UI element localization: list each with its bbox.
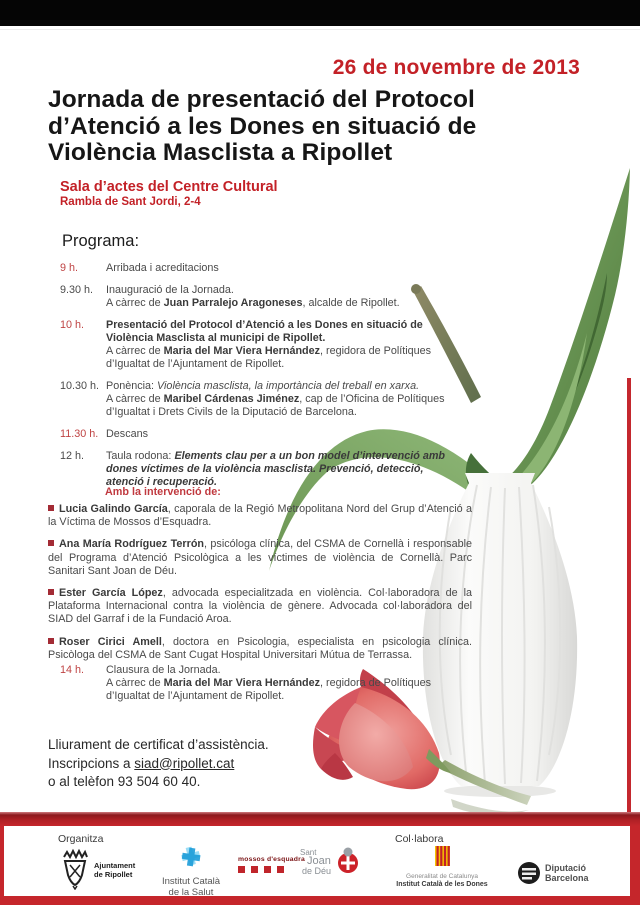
sjd-label-sant: Sant bbox=[300, 848, 317, 857]
speaker-description: , doctora en Psicologia, especialista en psicologia clínica. Psicòloga del CSMA de Sant Cugat Hospital Universitari Mútua de Terrassa. bbox=[48, 635, 472, 661]
schedule-time: 10.30 h. bbox=[60, 380, 100, 392]
speaker-item bbox=[48, 538, 472, 578]
schedule-text: Ponència: bbox=[106, 380, 158, 392]
schedule-line bbox=[106, 262, 482, 275]
schedule-line bbox=[106, 358, 482, 371]
bullet-icon bbox=[48, 638, 54, 644]
schedule-lines bbox=[106, 262, 482, 275]
schedule-row bbox=[60, 319, 482, 371]
schedule-text: Violència masclista, la importància del treball en xarxa. bbox=[157, 380, 420, 392]
schedule-text: Taula rodona: bbox=[106, 450, 175, 462]
speaker-item bbox=[48, 503, 472, 529]
ics-label-line2: de la Salut bbox=[168, 886, 214, 898]
program-schedule bbox=[60, 262, 482, 498]
speaker-item bbox=[48, 636, 472, 662]
speaker-name: Ester García López bbox=[59, 587, 163, 600]
schedule-line bbox=[106, 319, 482, 332]
schedule-text: Arribada i acreditacions bbox=[106, 262, 219, 274]
ajuntament-ripollet-logo bbox=[60, 848, 90, 895]
schedule-line bbox=[106, 677, 482, 690]
sjd-label-dedeu: de Déu bbox=[302, 866, 332, 876]
schedule-line bbox=[106, 380, 482, 393]
title-line-2: d’Atenció a les Dones en situació de bbox=[48, 112, 477, 140]
sjd-label-joan: Joan bbox=[307, 855, 331, 867]
schedule-text: A càrrec de bbox=[106, 297, 164, 309]
senyera-stripes-icon bbox=[435, 846, 450, 866]
right-edge-red-line bbox=[627, 378, 631, 815]
schedule-text: , regidora de Polítiques bbox=[320, 345, 432, 357]
schedule-text: d’Igualtat i Drets Civils de la Diputació de Barcelona. bbox=[106, 406, 357, 418]
venue-name: Sala d’actes del Centre Cultural bbox=[60, 179, 278, 195]
speaker-item bbox=[48, 587, 472, 627]
schedule-text: Presentació del Protocol d’Atenció a les Dones en situació de bbox=[106, 319, 423, 331]
organitza-label: Organitza bbox=[58, 833, 104, 845]
schedule-text: Elements clau per a un bon model d’intervenció amb bbox=[174, 450, 446, 462]
sjd-pomegranate-icon bbox=[334, 846, 362, 876]
speaker-description: , caporala de la Regió Metropolitana Nord del Grup d’Atenció a la Víctima de Mossos d’Esquadra. bbox=[48, 503, 472, 529]
ajuntament-label-line2: de Ripollet bbox=[94, 869, 133, 879]
schedule-line bbox=[106, 393, 482, 406]
schedule-time: 11.30 h. bbox=[60, 428, 99, 440]
schedule-text: , alcalde de Ripollet. bbox=[302, 297, 400, 309]
closing-item bbox=[60, 664, 482, 712]
speaker-description: , psicóloga clínica, del CSMA de Cornellà i responsable del Programa d’Atenció Psicològica a les víctimes de violència de Cornellà. Parc Sanitari Sant Joan de Déu. bbox=[48, 538, 472, 577]
bullet-icon bbox=[48, 589, 54, 595]
mossos-label: mossos d'esquadra bbox=[238, 856, 305, 863]
schedule-line bbox=[106, 297, 482, 310]
schedule-text: Clausura de la Jornada. bbox=[106, 664, 221, 676]
inscription-prefix: Inscripcions a bbox=[48, 755, 135, 771]
schedule-line bbox=[106, 664, 482, 677]
schedule-text: Maria del Mar Viera Hernández bbox=[163, 677, 321, 689]
schedule-line bbox=[106, 463, 482, 476]
bullet-icon bbox=[48, 505, 54, 511]
schedule-lines bbox=[106, 664, 482, 703]
email-link[interactable]: siad@ripollet.cat bbox=[134, 755, 235, 771]
schedule-text: Maria del Mar Viera Hernández bbox=[163, 345, 321, 357]
institut-catala-salut-logo bbox=[148, 846, 234, 898]
schedule-time: 12 h. bbox=[60, 450, 85, 462]
schedule-text: Maribel Cárdenas Jiménez bbox=[163, 393, 300, 405]
schedule-text: dones víctimes de la violència masclista. Prevenció, detecció, bbox=[106, 463, 424, 475]
footer-logo-strip bbox=[4, 826, 630, 896]
schedule-text: , regidora de Polítiques bbox=[320, 677, 432, 689]
schedule-line bbox=[106, 450, 482, 463]
venue-address: Rambla de Sant Jordi, 2-4 bbox=[60, 196, 201, 208]
ajuntament-label-line1: Ajuntament bbox=[94, 861, 136, 870]
schedule-text: Violència Masclista al municipi de Ripollet. bbox=[106, 332, 326, 344]
ajuntament-ripollet-label bbox=[94, 862, 135, 879]
schedule-lines bbox=[106, 450, 482, 489]
phone-line: o al telèfon 93 504 60 40. bbox=[48, 774, 201, 789]
diba-circle-icon bbox=[518, 862, 540, 884]
speakers-list bbox=[48, 503, 472, 671]
intervention-heading: Amb la intervenció de: bbox=[105, 486, 221, 498]
schedule-row bbox=[60, 284, 482, 310]
speaker-name: Roser Cirici Amell bbox=[59, 635, 162, 648]
mossos-squares-icon bbox=[238, 866, 305, 873]
schedule-row bbox=[60, 428, 482, 441]
schedule-lines bbox=[106, 428, 482, 441]
certificate-line: Lliurament de certificat d’assistència. bbox=[48, 737, 269, 752]
schedule-text: Descans bbox=[106, 428, 149, 440]
gencat-label-line1: Generalitat de Catalunya bbox=[406, 873, 478, 880]
schedule-lines bbox=[106, 380, 482, 419]
title-line-3: Violència Masclista a Ripollet bbox=[48, 139, 393, 166]
schedule-line bbox=[106, 345, 482, 358]
top-black-bar bbox=[0, 0, 640, 26]
poster-title bbox=[48, 87, 476, 167]
inscription-line bbox=[48, 755, 269, 774]
schedule-line bbox=[106, 690, 482, 703]
schedule-time: 9 h. bbox=[60, 262, 79, 274]
schedule-row bbox=[60, 664, 482, 703]
bullet-icon bbox=[48, 540, 54, 546]
diba-label-line2: Barcelona bbox=[545, 873, 589, 883]
schedule-lines bbox=[106, 284, 482, 310]
schedule-row bbox=[60, 450, 482, 489]
ics-label-line1: Institut Català bbox=[161, 876, 221, 887]
schedule-time: 9.30 h. bbox=[60, 284, 94, 296]
schedule-text: Juan Parralejo Aragoneses bbox=[163, 297, 303, 309]
program-heading: Programa: bbox=[62, 232, 140, 250]
schedule-line bbox=[106, 332, 482, 345]
generalitat-icd-logo bbox=[386, 846, 498, 888]
schedule-text: A càrrec de bbox=[106, 393, 164, 405]
diputacio-barcelona-logo bbox=[518, 862, 589, 884]
top-divider-line bbox=[0, 29, 640, 30]
speaker-name: Lucia Galindo García bbox=[59, 503, 168, 515]
schedule-line bbox=[106, 406, 482, 419]
schedule-line bbox=[106, 428, 482, 441]
schedule-time: 10 h. bbox=[60, 319, 85, 331]
schedule-row bbox=[60, 380, 482, 419]
ajuntament-crest-icon bbox=[60, 848, 90, 890]
schedule-time: 14 h. bbox=[60, 664, 85, 676]
schedule-text: A càrrec de bbox=[106, 677, 164, 689]
gencat-label-line2: Institut Català de les Dones bbox=[396, 881, 488, 888]
speaker-description: , advocada especialitzada en violència. Col·laboradora de la Plataforma Internacional contra la violència de gènere. Advocada col·laboradora del SIAD del Garraf i de la Fundació Aroa. bbox=[48, 587, 472, 626]
schedule-text: Inauguració de la Jornada. bbox=[106, 284, 234, 296]
schedule-text: d’Igualtat de l’Ajuntament de Ripollet. bbox=[106, 358, 285, 370]
schedule-row bbox=[60, 262, 482, 275]
schedule-text: atenció i recuperació. bbox=[106, 476, 218, 488]
schedule-text: , cap de l’Oficina de Polítiques bbox=[299, 393, 445, 405]
collabora-label: Col·labora bbox=[395, 833, 444, 845]
event-date: 26 de novembre de 2013 bbox=[332, 56, 580, 79]
schedule-text: d’Igualtat de l’Ajuntament de Ripollet. bbox=[106, 690, 285, 702]
contact-block bbox=[48, 736, 269, 792]
diba-label-line1: Diputació bbox=[545, 863, 587, 873]
schedule-line bbox=[106, 284, 482, 297]
title-line-1: Jornada de presentació del Protocol bbox=[48, 86, 475, 113]
health-cross-icon bbox=[178, 846, 204, 870]
mossos-esquadra-logo bbox=[238, 856, 305, 873]
schedule-text: A càrrec de bbox=[106, 345, 164, 357]
schedule-lines bbox=[106, 319, 482, 371]
leaf-tall bbox=[497, 168, 630, 491]
speaker-name: Ana María Rodríguez Terrón bbox=[59, 538, 205, 551]
